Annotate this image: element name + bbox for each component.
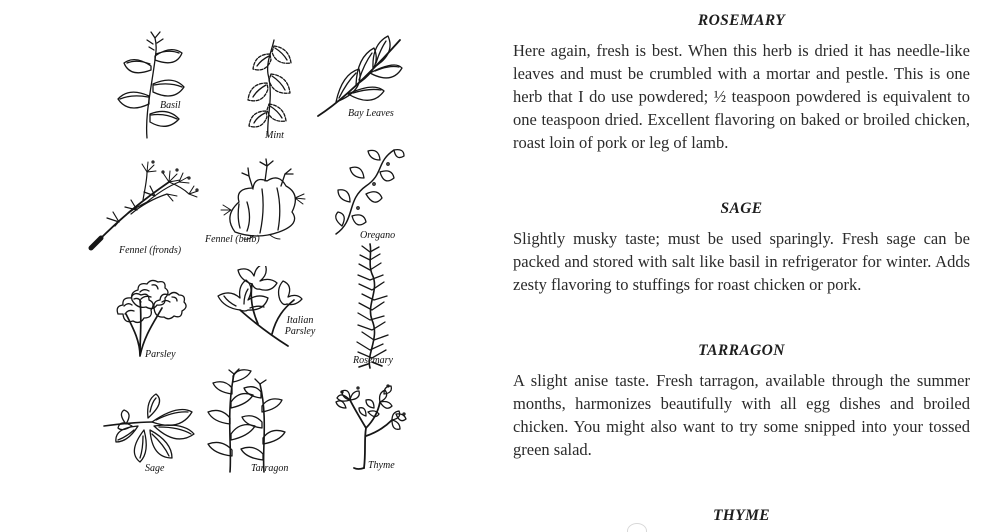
figure-mint [228,36,308,141]
label-thyme: Thyme [368,460,395,471]
oregano-sketch-icon [328,146,406,238]
heading-rosemary: ROSEMARY [697,12,786,29]
herb-text-column [513,0,970,532]
label-parsley: Parsley [145,349,176,360]
figure-fennel-fronds [85,148,203,256]
figure-basil [95,30,205,142]
label-oregano: Oregano [360,230,396,241]
heading-tarragon: TARRAGON [698,342,785,359]
heading-thyme: THYME [712,507,771,524]
mint-sketch-icon [228,36,308,138]
sage-sketch-icon [96,382,206,470]
figure-thyme [320,376,412,472]
tarragon-sketch-icon [200,368,298,474]
fennel-fronds-sketch-icon [85,148,203,252]
section-sage [513,200,970,296]
label-sage: Sage [145,463,165,474]
basil-sketch-icon [95,30,205,142]
body-rosemary: Here again, fresh is best. When this herb is dried it has needle-like leaves and must be crumbled with a mortar and pestle. This is one herb that I do use powdered; ½ teaspoon powdered is equivalent to one teaspoon dried. Excellent flavoring on baked or broiled chicken, roast loin of pork or leg of lamb. [513,41,970,152]
label-rosemary: Rosemary [353,355,393,366]
rosemary-sketch-icon [336,242,406,370]
figure-oregano [328,146,406,241]
label-fennel-bulb: Fennel (bulb) [205,234,260,245]
section-tarragon [513,342,970,461]
figure-rosemary [336,242,406,370]
figure-tarragon [200,368,298,474]
bay-leaves-sketch-icon [312,32,407,120]
label-mint: Mint [265,130,284,141]
italian-parsley-sketch-icon [196,266,304,350]
cutoff-letterform [627,523,647,532]
label-fennel-fronds: Fennel (fronds) [119,245,182,256]
figure-fennel-bulb [205,158,315,245]
heading-sage: SAGE [720,200,763,217]
section-thyme [513,507,970,525]
figure-italian-parsley [196,266,316,350]
figure-bay-leaves [312,32,407,120]
figure-parsley [96,270,196,358]
thyme-sketch-icon [320,376,412,472]
label-tarragon: Tarragon [251,463,289,474]
label-bay-leaves: Bay Leaves [348,108,394,119]
body-sage: Slightly musky taste; must be used sparingly. Fresh sage can be packed and stored with salt like basil in refrigerator for winter. Adds zesty flavoring to stuffings for roast chicken or pork. [513,229,970,294]
section-rosemary [513,12,970,154]
figure-sage [96,382,206,474]
body-tarragon: A slight anise taste. Fresh tarragon, available through the summer months, harmonizes beautifully with all egg dishes and broiled chicken. You might also want to try some snipped into your tossed green salad. [513,371,970,459]
label-italian-parsley: Italian Parsley [284,315,316,337]
parsley-sketch-icon [96,270,196,358]
fennel-bulb-sketch-icon [207,158,315,242]
label-basil: Basil [160,100,181,111]
